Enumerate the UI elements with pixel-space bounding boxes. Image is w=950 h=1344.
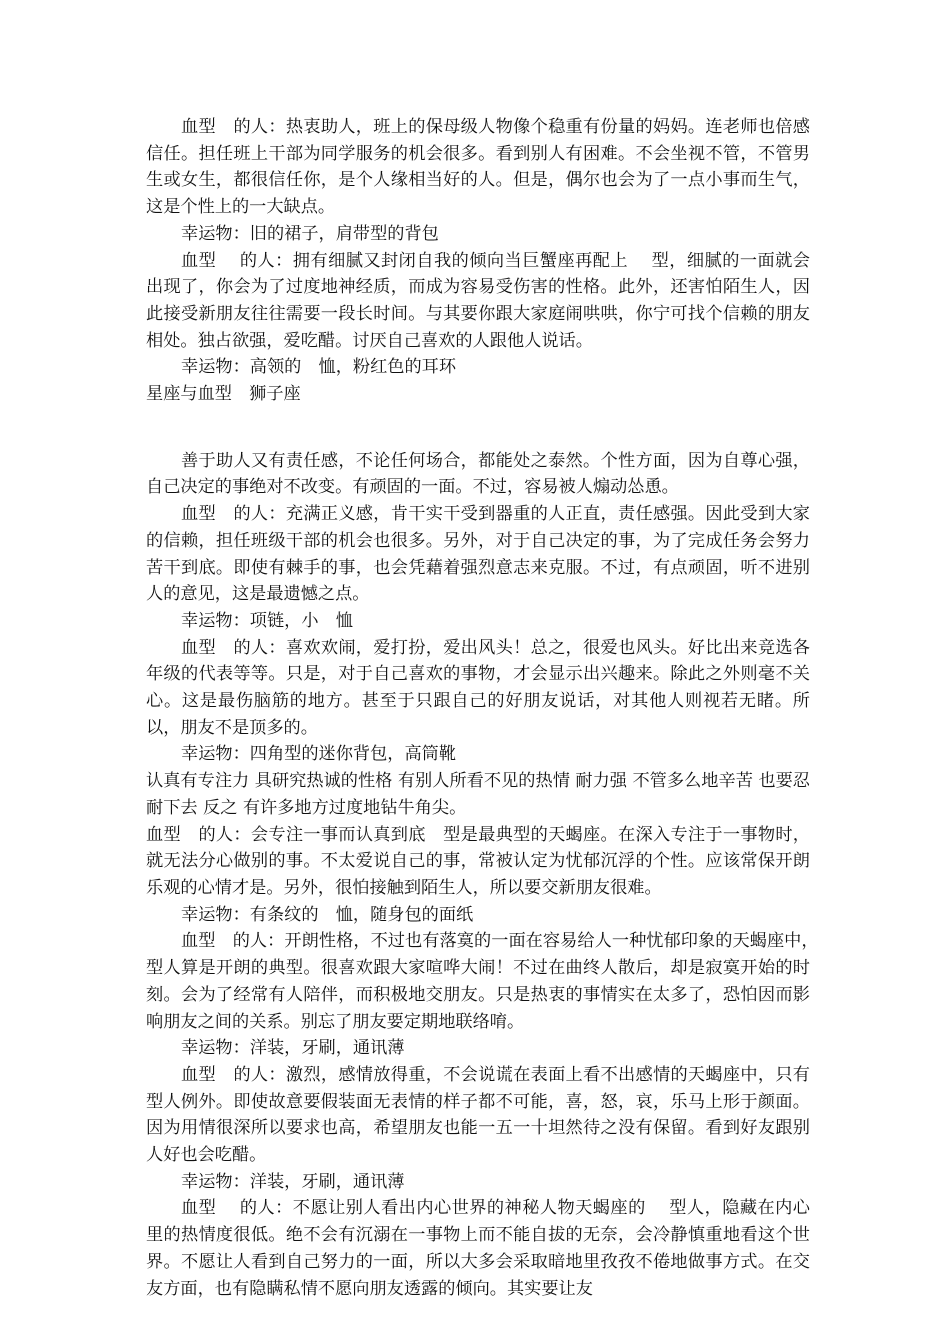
paragraph-scorpio-type-o: 血型 的人：开朗性格，不过也有落寞的一面在容易给人一种忧郁印象的天蝎座中， 型人算是开朗的典型。很喜欢跟大家喧哗大闹！不过在曲终人散后，却是寂寞开始的时刻。会为了经常有人陪伴，而积极地交朋友。只是热衷的事情实在太多了，恐怕因而影响朋友之间的关系。别忘了朋友要定期地联络唷。 bbox=[146, 931, 828, 1032]
lucky-item-line: 幸运物：四角型的迷你背包，高筒靴 bbox=[181, 744, 457, 765]
lucky-item-line: 幸运物：洋装，牙刷，通讯薄 bbox=[181, 1038, 405, 1059]
paragraph-blood-type-a: 血型 的人：热衷助人，班上的保母级人物像个稳重有份量的妈妈。连老师也倍感信任。担任班上干部为同学服务的机会很多。看到别人有困难。不会坐视不管，不管男生或女生，都很信任你，是个人缘相当好的人。但是，偶尔也会为了一点小事而生气，这是个性上的一大缺点。 bbox=[146, 117, 810, 218]
paragraph-scorpio-type-ab: 血型 的人：不愿让别人看出内心世界的神秘人物天蝎座的 型人，隐藏在内心里的热情度很低。绝不会有沉溺在一事物上而不能自拔的无奈，会冷静慎重地看这个世界。不愿让人看到自己努力的一面，所以大多会采取暗地里孜孜不倦地做事方式。在交友方面，也有隐瞒私情不愿向朋友透露的倾向。其实要让友 bbox=[146, 1198, 810, 1299]
paragraph-scorpio-intro: 认真有专注力 具研究热诚的性格 有别人所看不见的热情 耐力强 不管多么地辛苦 也要忍耐下去 反之 有许多地方过度地钻牛角尖。 bbox=[146, 771, 810, 818]
document-page bbox=[146, 114, 828, 1302]
paragraph-blood-type-o: 血型 的人：充满正义感，肯干实干受到器重的人正直，责任感强。因此受到大家的信赖，担任班级干部的机会也很多。另外，对于自己决定的事，为了完成任务会努力苦干到底。即使有棘手的事，也会凭藉着强烈意志来克服。不过，有点顽固，听不进别人的意见，这是最遗憾之点。 bbox=[146, 504, 810, 605]
lucky-item-line: 幸运物：旧的裙子，肩带型的背包 bbox=[181, 223, 439, 244]
paragraph-blood-type-b: 血型 的人：喜欢欢闹，爱打扮，爱出风头！总之，很爱也风头。好比出来竞选各年级的代表等等。只是，对于自己喜欢的事物，才会显示出兴趣来。除此之外则毫不关心。这是最伤脑筋的地方。甚至于只跟自己的好朋友说话，对其他人则视若无睹。所以，朋友不是顶多的。 bbox=[146, 637, 810, 738]
paragraph-scorpio-type-a: 血型 的人：会专注一事而认真到底 型是最典型的天蝎座。在深入专注于一事物时，就无法分心做别的事。不太爱说自己的事，常被认定为忧郁沉浮的个性。应该常保开朗乐观的心情才是。另外，很怕接触到陌生人，所以要交新朋友很难。 bbox=[146, 824, 810, 898]
lucky-item-line: 幸运物：洋装，牙刷，通讯薄 bbox=[181, 1171, 405, 1192]
section-heading-leo: 星座与血型 狮子座 bbox=[146, 384, 301, 405]
section-spacer bbox=[146, 408, 810, 448]
lucky-item-line: 幸运物：项链，小 恤 bbox=[181, 610, 353, 631]
paragraph-blood-type-ab: 血型 的人：拥有细腻又封闭自我的倾向当巨蟹座再配上 型，细腻的一面就会出现了，你会为了过度地神经质，而成为容易受伤害的性格。此外，还害怕陌生人，因此接受新朋友往往需要一段长时间。与其要你跟大家庭闹哄哄，你宁可找个信赖的朋友相处。独占欲强，爱吃醋。讨厌自己喜欢的人跟他人说话。 bbox=[146, 250, 810, 351]
paragraph-leo-intro: 善于助人又有责任感，不论任何场合，都能处之泰然。个性方面，因为自尊心强，自己决定的事绝对不改变。有顽固的一面。不过，容易被人煽动怂恿。 bbox=[146, 450, 810, 498]
lucky-item-line: 幸运物：高领的 恤，粉红色的耳环 bbox=[181, 357, 457, 378]
paragraph-scorpio-type-b: 血型 的人：激烈，感情放得重，不会说谎在表面上看不出感情的天蝎座中，只有 型人例外。即使故意要假装面无表情的样子都不可能，喜，怒，哀，乐马上形于颜面。因为用情很深所以要求也高，希望朋友也能一五一十坦然待之没有保留。看到好友跟别人好也会吃醋。 bbox=[146, 1064, 828, 1166]
lucky-item-line: 幸运物：有条纹的 恤，随身包的面纸 bbox=[181, 904, 474, 925]
